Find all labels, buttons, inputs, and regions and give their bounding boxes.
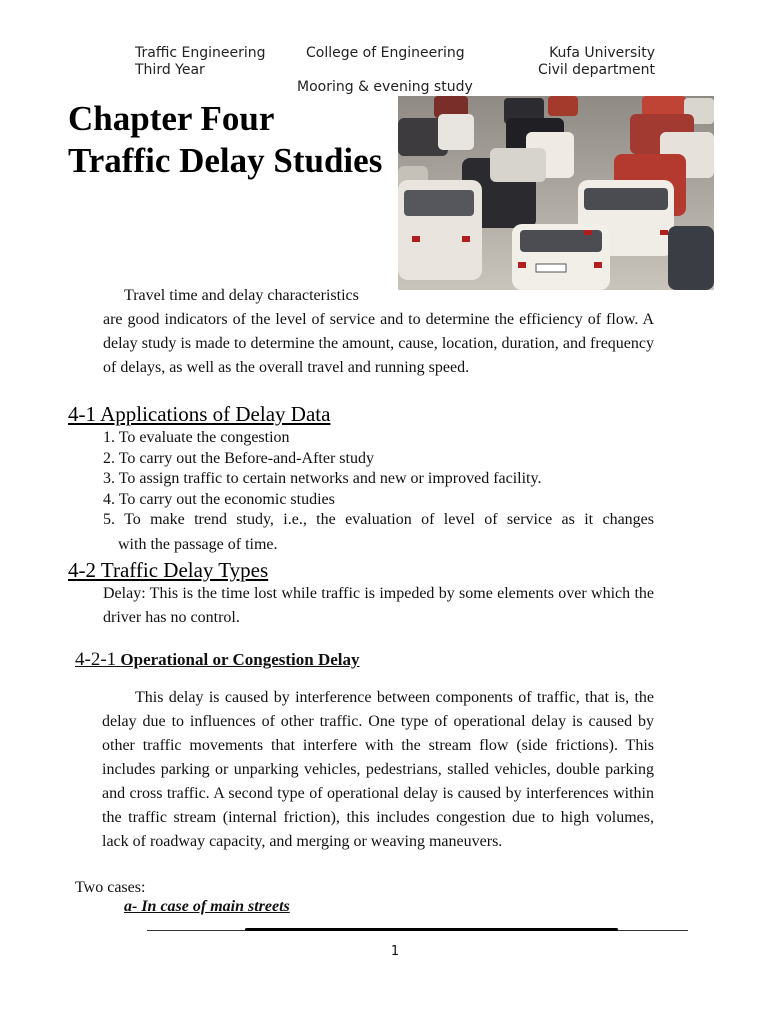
footer-rule-accent	[245, 928, 618, 931]
intro-first-line: Travel time and delay characteristics	[124, 287, 359, 304]
header-year: Third Year	[135, 62, 205, 78]
list-item: 3. To assign traffic to certain networks and new or improved facility.	[103, 470, 542, 487]
header-study: Mooring & evening study	[297, 79, 473, 95]
list-item: 5. To make trend study, i.e., the evaluation of level of service as it changes	[103, 511, 654, 528]
chapter-subtitle: Traffic Delay Studies	[68, 141, 383, 180]
section-heading-delay-types: 4-2 Traffic Delay Types	[68, 558, 269, 582]
case-a-heading: a- In case of main streets	[124, 898, 290, 915]
section-heading-applications: 4-1 Applications of Delay Data	[68, 402, 331, 426]
subsection-number: 4-2-1	[75, 649, 117, 670]
delay-definition: Delay: This is the time lost while traffic is impeded by some elements over which the driver has no control.	[103, 585, 654, 626]
intro-paragraph: are good indicators of the level of service and to determine the efficiency of flow. A delay study is made to determine the amount, cause, location, duration, and frequency of delays, as well as the overall travel and running speed.	[103, 311, 654, 376]
subsection-title: Operational or Congestion Delay	[120, 650, 360, 669]
header-department: Civil department	[537, 62, 655, 78]
page-number: 1	[390, 944, 400, 959]
header-college: College of Engineering	[306, 45, 465, 61]
list-item-continuation: with the passage of time.	[118, 536, 278, 553]
subsection-heading-operational	[75, 649, 360, 671]
header-university: Kufa University	[549, 45, 655, 61]
list-item: 1. To evaluate the congestion	[103, 429, 290, 446]
list-item: 4. To carry out the economic studies	[103, 491, 335, 508]
traffic-photo	[398, 96, 714, 290]
two-cases-label: Two cases:	[75, 879, 146, 896]
list-item: 2. To carry out the Before-and-After study	[103, 450, 374, 467]
chapter-title: Chapter Four	[68, 99, 275, 138]
header-course: Traffic Engineering	[135, 45, 266, 61]
operational-delay-paragraph: This delay is caused by interference between components of traffic, that is, the delay due to influences of other traffic. One type of operational delay is caused by other traffic movements that interfere with the stream flow (side frictions). This includes parking or unparking vehicles, pedestrians, stalled vehicles, double parking and cross traffic. A second type of operational delay is caused by interferences within the traffic stream (internal friction), this includes congestion due to high volumes, lack of roadway capacity, and merging or weaving maneuvers.	[102, 689, 654, 850]
